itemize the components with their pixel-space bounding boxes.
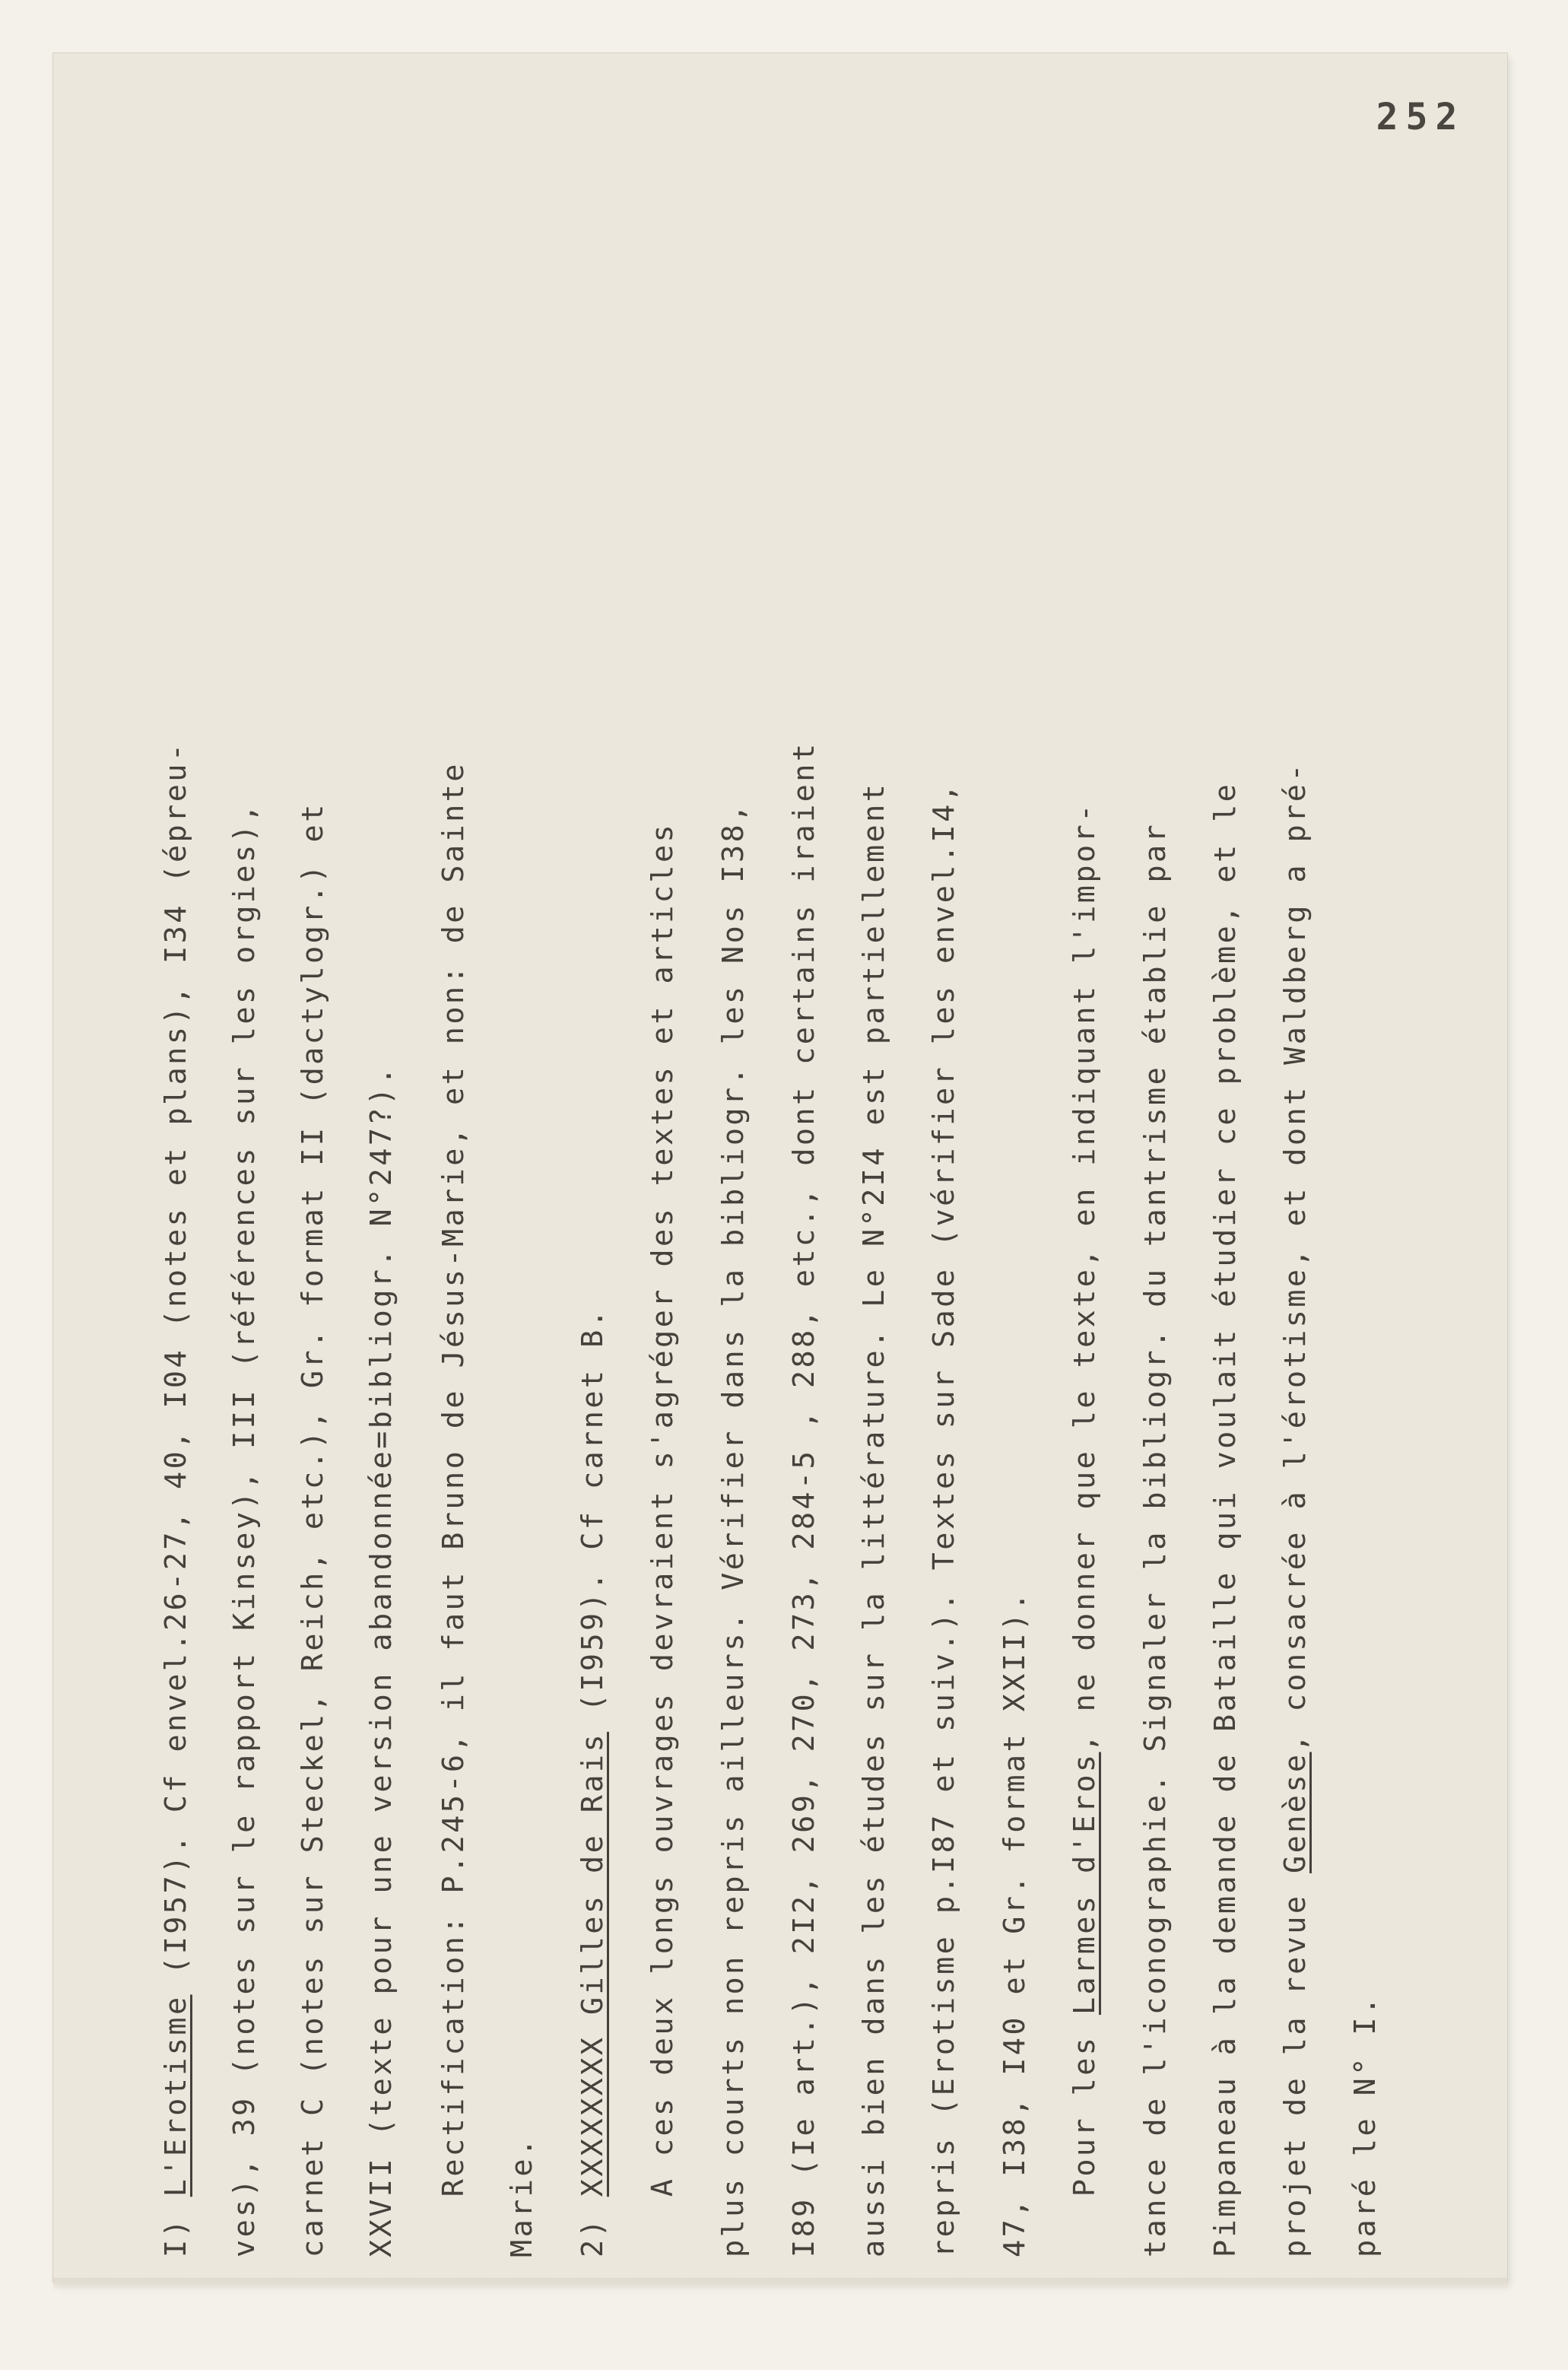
line-text: tance de l'iconographie. Signaler la bibliogr. du tantrisme établie par bbox=[1138, 821, 1173, 2257]
line-text: A ces deux longs ouvrages devraient s'agréger des textes et articles bbox=[646, 821, 680, 2257]
line-text: (I959). Cf carnet B. bbox=[576, 1307, 610, 1732]
line-text: carnet C (notes sur Steckel, Reich, etc.), Gr. format II (dactylogr.) et bbox=[296, 802, 330, 2257]
text-line bbox=[365, 1065, 398, 2257]
line-text: XXVII (texte pour une version abandonnée=bibliogr. N°247?). bbox=[364, 1064, 398, 2257]
page-number: 252 bbox=[1376, 96, 1465, 138]
line-text: Rectification: P.245-6, il faut Bruno de Jésus-Marie, et non: de Sainte bbox=[436, 761, 471, 2257]
line-text: repris (Erotisme p.I87 et suiv.). Textes sur Sade (vérifier les envel.I4, bbox=[927, 781, 961, 2257]
line-text: (I957). Cf envel.26-27, 40, I04 (notes et plans), I34 (épreu- bbox=[159, 741, 193, 1995]
underlined-title: Genèse bbox=[1278, 1752, 1312, 1873]
text-line bbox=[1068, 802, 1102, 2257]
line-text: aussi bien dans les études sur la littérature. Le N°2I4 est partiellement bbox=[857, 781, 891, 2257]
text-line bbox=[858, 782, 891, 2257]
line-text: 2) bbox=[576, 2197, 610, 2257]
line-text: Pour les bbox=[1068, 2015, 1102, 2257]
text-line bbox=[998, 1590, 1032, 2257]
text-line bbox=[576, 1307, 610, 2257]
line-text: I) bbox=[159, 2197, 193, 2257]
text-line bbox=[1279, 761, 1312, 2257]
line-text: paré le N° I. bbox=[1348, 1994, 1382, 2257]
line-text: Marie. bbox=[505, 2136, 539, 2257]
text-line bbox=[1349, 1994, 1382, 2257]
text-line bbox=[788, 742, 821, 2257]
text-line bbox=[1139, 822, 1173, 2257]
line-text: I89 (Ie art.), 2I2, 269, 270, 273, 284-5 , 288, etc., dont certains iraient bbox=[787, 741, 821, 2257]
line-text: , consacrée à l'érotisme, et dont Waldberg a pré- bbox=[1278, 761, 1312, 1752]
underlined-title: L'Erotisme bbox=[159, 1994, 193, 2197]
typed-text-block bbox=[160, 82, 1498, 2257]
text-line bbox=[228, 802, 262, 2257]
line-text: , ne donner que le texte, en indiquant l'impor- bbox=[1068, 802, 1102, 1752]
text-line bbox=[717, 802, 751, 2257]
line-text: ves), 39 (notes sur le rapport Kinsey), III (références sur les orgies), bbox=[227, 802, 262, 2257]
text-line bbox=[1209, 782, 1243, 2257]
underlined-title: XXXXXXXX Gilles de Rais bbox=[576, 1731, 610, 2197]
line-text: plus courts non repris ailleurs. Vérifier dans la bibliogr. les Nos I38, bbox=[716, 802, 751, 2257]
underlined-title: Larmes d'Eros bbox=[1068, 1752, 1102, 2016]
text-line bbox=[297, 802, 330, 2257]
text-line bbox=[437, 761, 471, 2257]
line-text: projet de la revue bbox=[1278, 1873, 1312, 2257]
text-line bbox=[646, 822, 680, 2257]
text-line bbox=[928, 782, 961, 2257]
line-text: 47, I38, I40 et Gr. format XXII). bbox=[998, 1590, 1032, 2257]
text-line bbox=[506, 2136, 539, 2257]
text-line bbox=[160, 742, 193, 2257]
sheet-edge bbox=[53, 2278, 1507, 2289]
line-text: Pimpaneau à la demande de Bataille qui voulait étudier ce problème, et le bbox=[1208, 781, 1243, 2257]
